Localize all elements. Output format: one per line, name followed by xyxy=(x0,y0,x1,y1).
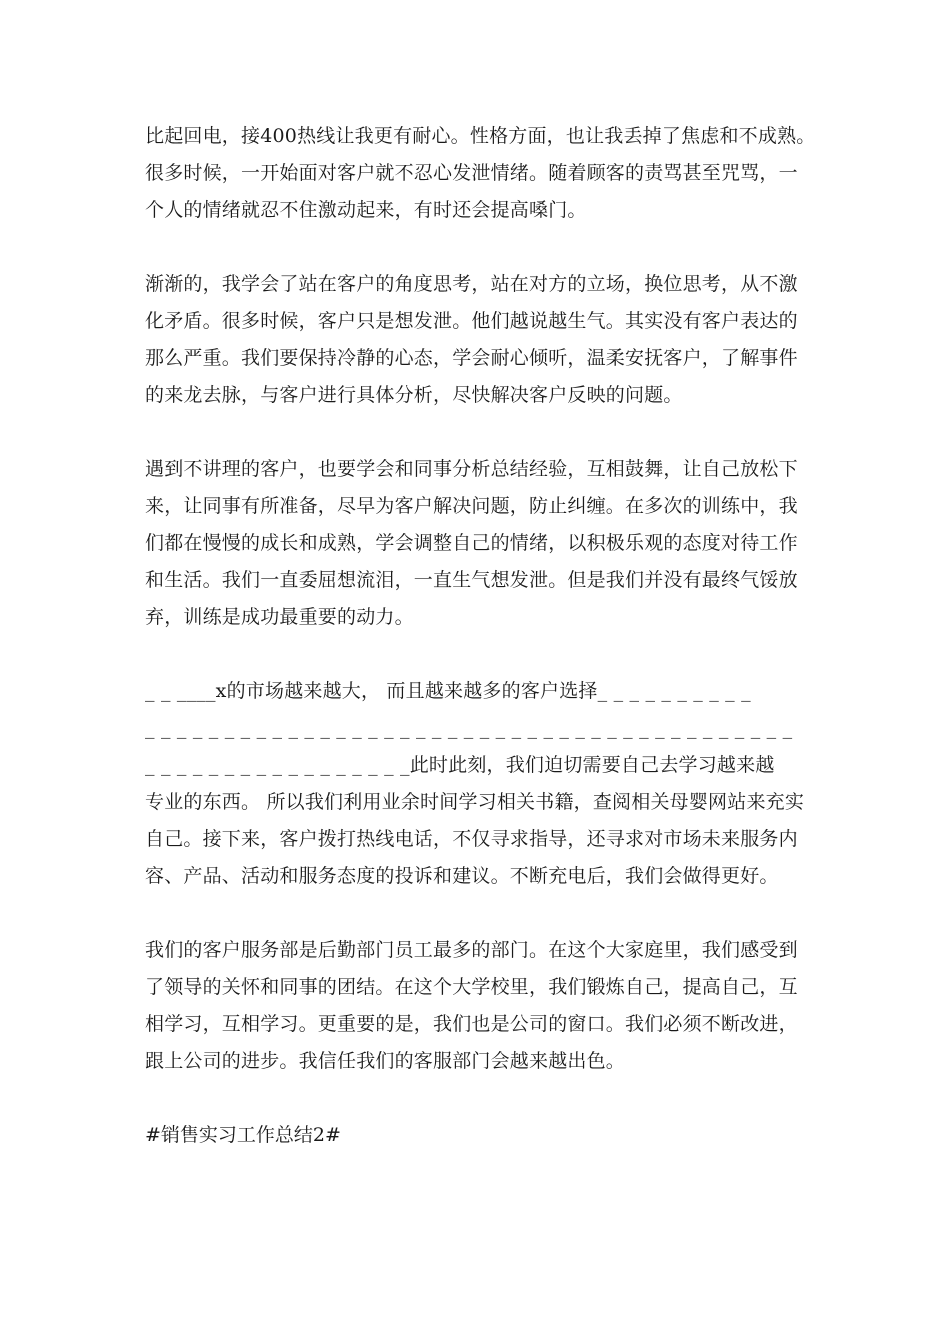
text-line: 个人的情绪就忍不住激动起来，有时还会提高嗓门。 xyxy=(145,199,587,221)
text-line: 弃，训练是成功最重要的动力。 xyxy=(145,606,414,628)
text-line: 专业的东西。 所以我们利用业余时间学习相关书籍，查阅相关母婴网站来充实 xyxy=(145,791,805,813)
section-heading: #销售实习工作总结2# xyxy=(145,1124,341,1146)
text-line: 相学习，互相学习。更重要的是，我们也是公司的窗口。我们必须不断改进， xyxy=(145,1013,798,1035)
text-line: 那么严重。我们要保持冷静的心态，学会耐心倾听，温柔安抚客户，了解事件 xyxy=(145,347,798,369)
text-line: 自己。接下来，客户拨打热线电话，不仅寻求指导，还寻求对市场未来服务内 xyxy=(145,828,798,850)
text-line: 的来龙去脉，与客户进行具体分析，尽快解决客户反映的问题。 xyxy=(145,384,683,406)
text-line: 容、产品、活动和服务态度的投诉和建议。不断充电后，我们会做得更好。 xyxy=(145,865,779,887)
text-line: 们都在慢慢的成长和成熟，学会调整自己的情绪，以积极乐观的态度对待工作 xyxy=(145,532,798,554)
text-line: 来，让同事有所准备，尽早为客户解决问题，防止纠缠。在多次的训练中，我 xyxy=(145,495,798,517)
paragraph-teamwork xyxy=(145,451,810,636)
text-line: _ _ _ _ _ _ _ _ _ _ _ _ _ _ _ _ _此时此刻，我们迫切需要自己去学习越来越 xyxy=(145,754,775,776)
document-body xyxy=(145,118,816,1154)
text-line: 化矛盾。很多时候，客户只是想发泄。他们越说越生气。其实没有客户表达的 xyxy=(145,310,798,332)
text-line: _ _ _ _ _ _ _ _ _ _ _ _ _ _ _ _ _ _ _ _ _ _ _ _ _ _ _ _ _ _ _ _ _ _ _ _ _ _ _ _ _ xyxy=(145,717,793,739)
text-line: 渐渐的，我学会了站在客户的角度思考，站在对方的立场，换位思考，从不激 xyxy=(145,273,798,295)
text-line: _ _ ____x的市场越来越大， 而且越来越多的客户选择_ _ _ _ _ _ _ _ _ _ xyxy=(145,680,751,702)
paragraph-perspective xyxy=(145,266,810,414)
text-line: 比起回电，接400热线让我更有耐心。性格方面，也让我丢掉了焦虑和不成熟。 xyxy=(145,125,816,147)
paragraph-patience xyxy=(145,118,816,229)
text-line: 和生活。我们一直委屈想流泪，一直生气想发泄。但是我们并没有最终气馁放 xyxy=(145,569,798,591)
text-line: 很多时候，一开始面对客户就不忍心发泄情绪。随着顾客的责骂甚至咒骂，一 xyxy=(145,162,798,184)
text-line: 遇到不讲理的客户，也要学会和同事分析总结经验，互相鼓舞，让自己放松下 xyxy=(145,458,798,480)
text-line: 了领导的关怀和同事的团结。在这个大学校里，我们锻炼自己，提高自己，互 xyxy=(145,976,798,998)
text-line: 跟上公司的进步。我信任我们的客服部门会越来越出色。 xyxy=(145,1050,626,1072)
paragraph-learning xyxy=(145,673,810,895)
text-line: 我们的客户服务部是后勤部门员工最多的部门。在这个大家庭里，我们感受到 xyxy=(145,939,798,961)
paragraph-department xyxy=(145,932,810,1080)
